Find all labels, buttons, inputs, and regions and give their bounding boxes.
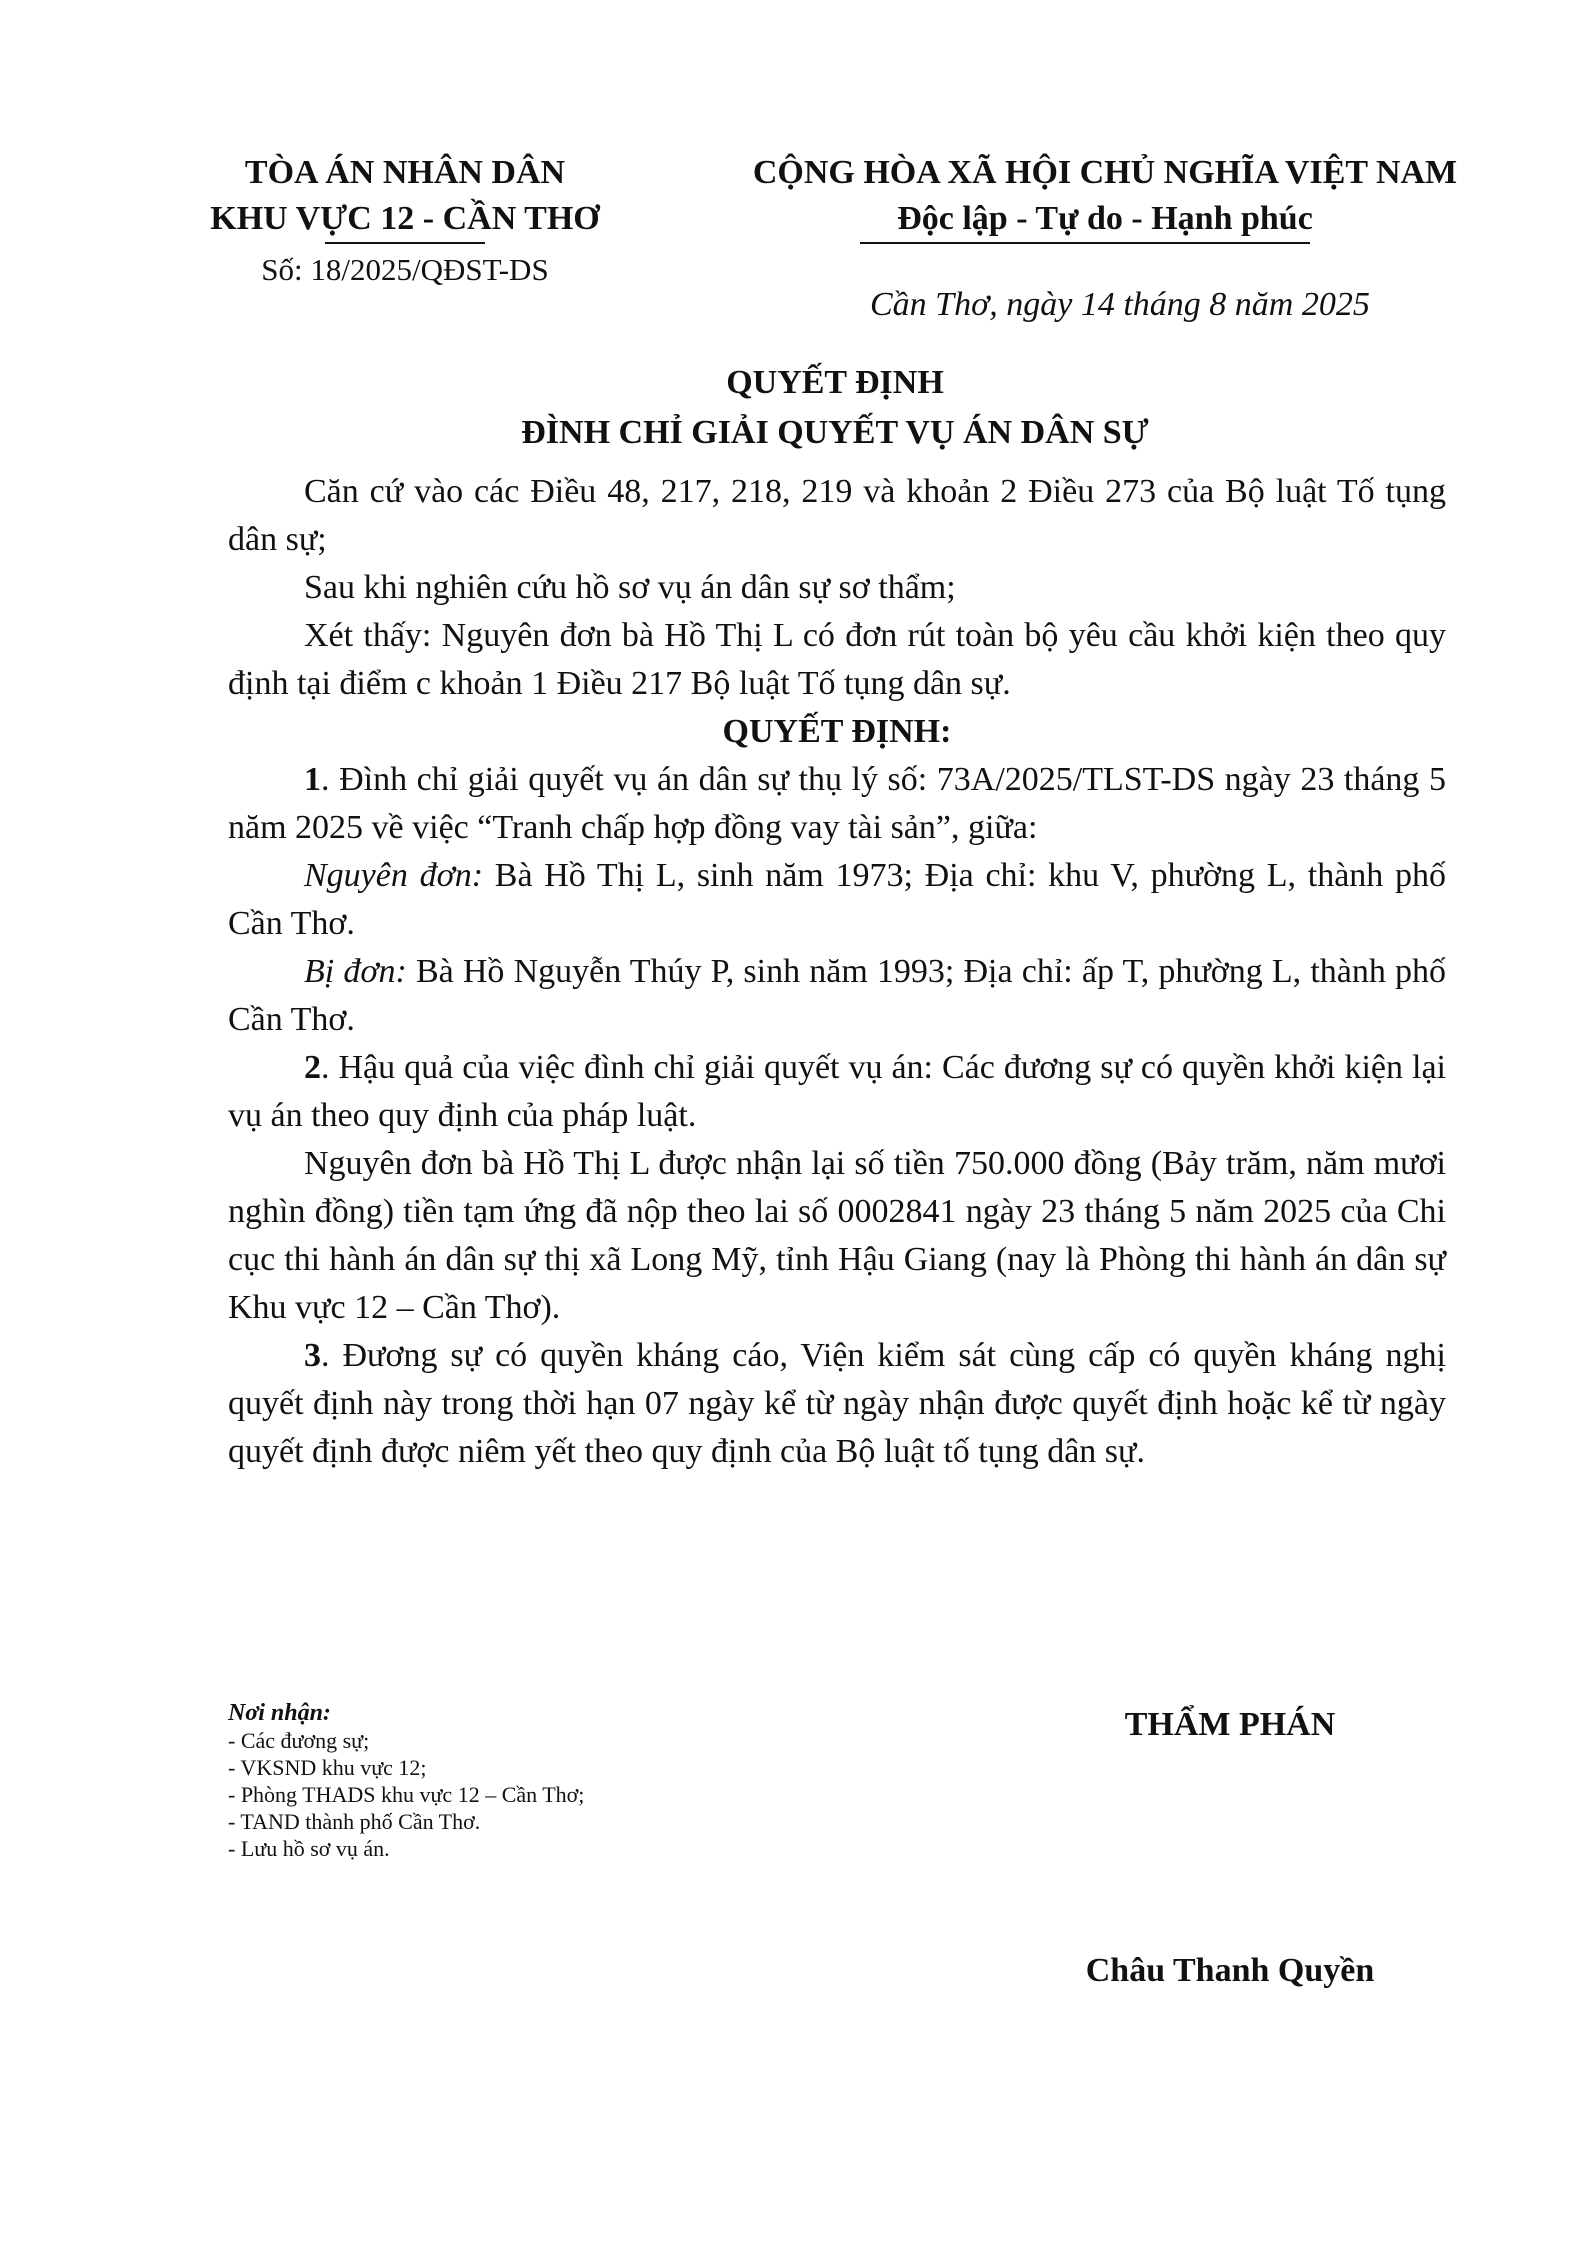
defendant-paragraph: [228, 948, 1446, 1044]
recipients-title: Nơi nhận:: [228, 1700, 331, 1726]
item-2-number: 2: [304, 1049, 321, 1086]
document-subtitle: ĐÌNH CHỈ GIẢI QUYẾT VỤ ÁN DÂN SỰ: [521, 414, 1149, 451]
decision-number: Số: 18/2025/QĐST-DS: [261, 252, 549, 287]
signer-name: Châu Thanh Quyền: [1085, 1952, 1375, 1989]
item-1-number: 1: [304, 761, 321, 798]
court-name: TÒA ÁN NHÂN DÂN: [244, 154, 566, 191]
signer-role: THẨM PHÁN: [1124, 1706, 1336, 1743]
document-body: [228, 468, 1446, 1476]
court-region: KHU VỰC 12 - CẦN THƠ: [210, 200, 600, 237]
recipient-item: - TAND thành phố Cần Thơ.: [228, 1809, 481, 1834]
recipient-item: - Phòng THADS khu vực 12 – Cần Thơ;: [228, 1782, 585, 1807]
item-3-number: 3: [304, 1337, 321, 1374]
defendant-label: Bị đơn:: [304, 953, 407, 990]
decision-item-3: [228, 1332, 1446, 1476]
item-1-text: . Đình chỉ giải quyết vụ án dân sự thụ lý số: 73A/2025/TLST-DS ngày 23 tháng 5 năm 2025 về việc “Tranh chấp hợp đồng vay tài sản”, giữa:: [228, 761, 1446, 846]
defendant-details: Bà Hồ Nguyễn Thúy P, sinh năm 1993; Địa chỉ: ấp T, phường L, thành phố Cần Thơ.: [228, 953, 1446, 1038]
plaintiff-paragraph: [228, 852, 1446, 948]
national-title: CỘNG HÒA XÃ HỘI CHỦ NGHĨA VIỆT NAM: [752, 154, 1458, 191]
recipient-item: - Các đương sự;: [228, 1728, 370, 1753]
decision-item-1: [228, 756, 1446, 852]
preamble-finding: Xét thấy: Nguyên đơn bà Hồ Thị L có đơn rút toàn bộ yêu cầu khởi kiện theo quy định tại điểm c khoản 1 Điều 217 Bộ luật Tố tụng dân sự.: [228, 617, 1446, 702]
item-2-text: . Hậu quả của việc đình chỉ giải quyết vụ án: Các đương sự có quyền khởi kiện lại vụ án theo quy định của pháp luật.: [228, 1049, 1446, 1134]
court-header: [160, 150, 650, 242]
preamble-legal-basis: Căn cứ vào các Điều 48, 217, 218, 219 và khoản 2 Điều 273 của Bộ luật Tố tụng dân sự;: [228, 473, 1446, 558]
recipients-block: [228, 1700, 584, 1862]
issue-date: Cần Thơ, ngày 14 tháng 8 năm 2025: [870, 286, 1370, 323]
item-3-text: . Đương sự có quyền kháng cáo, Viện kiểm sát cùng cấp có quyền kháng nghị quyết định này trong thời hạn 07 ngày kể từ ngày nhận được quyết định hoặc kể từ ngày quyết định được niêm yết theo quy định của Bộ luật tố tụng dân sự.: [228, 1337, 1446, 1470]
recipient-item: - VKSND khu vực 12;: [228, 1755, 427, 1780]
plaintiff-details: Bà Hồ Thị L, sinh năm 1973; Địa chỉ: khu V, phường L, thành phố Cần Thơ.: [228, 857, 1446, 942]
national-motto: Độc lập - Tự do - Hạnh phúc: [897, 200, 1313, 237]
preamble-review: Sau khi nghiên cứu hồ sơ vụ án dân sự sơ thẩm;: [304, 569, 956, 606]
recipient-item: - Lưu hồ sơ vụ án.: [228, 1836, 390, 1861]
national-motto-underline: [860, 242, 1310, 244]
national-header: [680, 150, 1530, 242]
document-title: QUYẾT ĐỊNH: [726, 364, 944, 401]
decision-item-2: [228, 1044, 1446, 1140]
refund-paragraph: Nguyên đơn bà Hồ Thị L được nhận lại số tiền 750.000 đồng (Bảy trăm, năm mươi nghìn đồng) tiền tạm ứng đã nộp theo lai số 0002841 ngày 23 tháng 5 năm 2025 của Chi cục thi hành án dân sự thị xã Long Mỹ, tỉnh Hậu Giang (nay là Phòng thi hành án dân sự Khu vực 12 – Cần Thơ).: [228, 1145, 1446, 1326]
decision-heading: QUYẾT ĐỊNH:: [722, 713, 952, 750]
court-header-underline: [325, 242, 485, 244]
plaintiff-label: Nguyên đơn:: [304, 857, 484, 894]
